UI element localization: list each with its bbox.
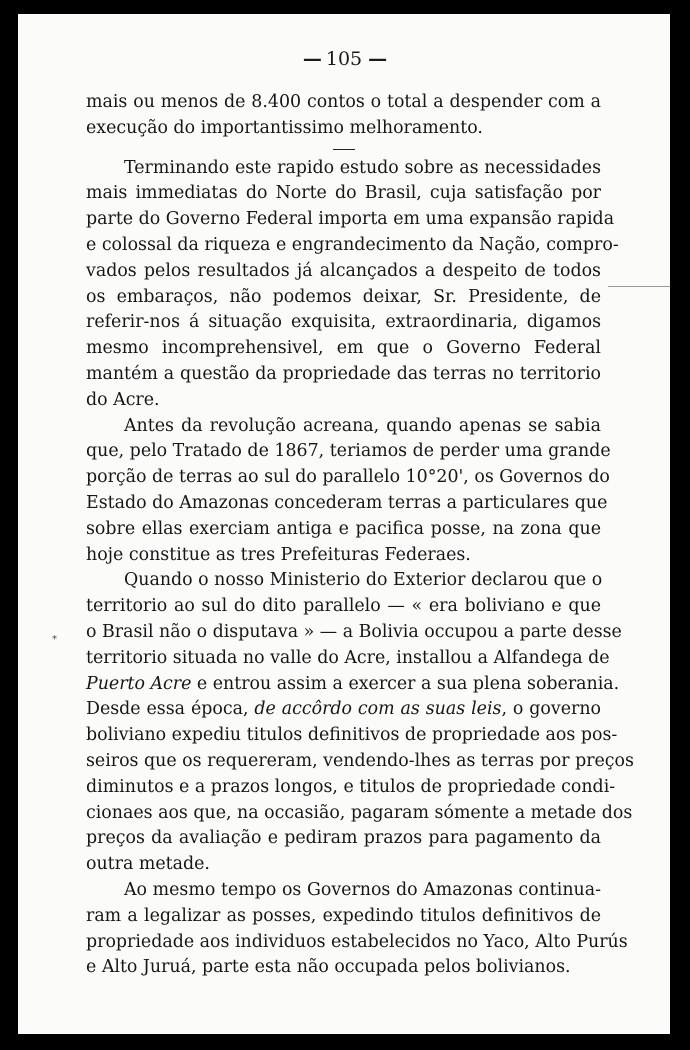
text-line: cionaes aos que, na occasião, pagaram sómente a metade dos <box>86 802 633 823</box>
text-line: hoje constitue as tres Prefeituras Federaes. <box>86 544 471 565</box>
paragraph-1 <box>86 90 601 142</box>
text-line: outra metade. <box>86 854 210 875</box>
text-fragment: Desde essa época, <box>86 699 255 720</box>
text-line: parte do Governo Federal importa em uma expansão rapida <box>86 209 615 230</box>
text-line: execução do importantissimo melhoramento. <box>86 117 483 138</box>
text-line: vados pelos resultados já alcançados a despeito de todos <box>86 260 601 281</box>
text-line: que, pelo Tratado de 1867, teriamos de perder uma grande <box>86 441 611 462</box>
text-line-with-italic <box>86 697 601 723</box>
text-fragment: e entrou assim a exercer a sua plena soberania. <box>191 673 620 694</box>
text-line: boliviano expediu titulos definitivos de propriedade aos pos- <box>86 725 618 746</box>
text-line: mantém a questão da propriedade das terras no territorio <box>86 363 601 384</box>
text-line: territorio ao sul do dito parallelo — « era boliviano e que <box>86 596 601 617</box>
text-line: Estado do Amazonas concederam terras a particulares que <box>86 492 608 513</box>
text-line: seiros que os requereram, vendendo-lhes as terras por preços <box>86 750 634 771</box>
text-fragment: , o governo <box>501 699 601 720</box>
text-line: os embaraços, não podemos deixar, Sr. Presidente, de <box>86 286 601 307</box>
text-line: mais immediatas do Norte do Brasil, cuja satisfação por <box>86 183 601 204</box>
paragraph-2 <box>86 156 619 414</box>
text-line: e Alto Juruá, parte esta não occupada pelos bolivianos. <box>86 957 571 978</box>
text-line: propriedade aos individuos estabelecidos no Yaco, Alto Purús <box>86 931 628 952</box>
text-line: do Acre. <box>86 389 160 410</box>
text-line: ram a legalizar as posses, expedindo titulos definitivos de <box>86 905 601 926</box>
book-page <box>18 14 670 1034</box>
margin-mark <box>608 286 670 287</box>
text-line: porção de terras ao sul do parallelo 10°20', os Governos do <box>86 467 610 488</box>
text-line: Quando o nosso Ministerio do Exterior declarou que o <box>124 570 603 591</box>
text-line: o Brasil não o disputava » — a Bolivia occupou a parte desse <box>86 621 622 642</box>
italic-place-name: Puerto Acre <box>86 673 192 694</box>
text-line: Ao mesmo tempo os Governos do Amazonas continua- <box>124 879 601 900</box>
margin-speck: * <box>52 634 57 645</box>
page-number-dash-right: — <box>368 48 386 70</box>
page-number-value: 105 <box>325 48 363 70</box>
text-line: referir-nos á situação exquisita, extraordinaria, digamos <box>86 312 601 333</box>
text-line: mesmo incomprehensivel, em que o Governo Federal <box>86 338 601 359</box>
text-line: Antes da revolução acreana, quando apenas se sabia <box>124 415 601 436</box>
text-line: territorio situada no valle do Acre, installou a Alfandega de <box>86 647 610 668</box>
body-text <box>86 90 634 981</box>
text-line: diminutos e a prazos longos, e titulos de propriedade condi- <box>86 776 616 797</box>
text-line: mais ou menos de 8.400 contos o total a despender com a <box>86 92 601 112</box>
italic-phrase: de accôrdo com as suas leis <box>254 699 502 720</box>
section-divider <box>333 149 355 150</box>
paragraph-3 <box>86 414 611 569</box>
page-number-dash-left: — <box>302 48 320 70</box>
text-line: Terminando este rapido estudo sobre as necessidades <box>124 157 601 178</box>
text-line-with-italic <box>86 672 620 698</box>
paragraph-4 <box>86 568 634 878</box>
page-number <box>18 48 670 70</box>
text-line: e colossal da riqueza e engrandecimento da Nação, compro- <box>86 234 619 255</box>
text-line: sobre ellas exerciam antiga e pacifica posse, na zona que <box>86 518 601 539</box>
text-line: preços da avaliação e pediram prazos para pagamento da <box>86 828 601 849</box>
paragraph-5 <box>86 878 628 981</box>
